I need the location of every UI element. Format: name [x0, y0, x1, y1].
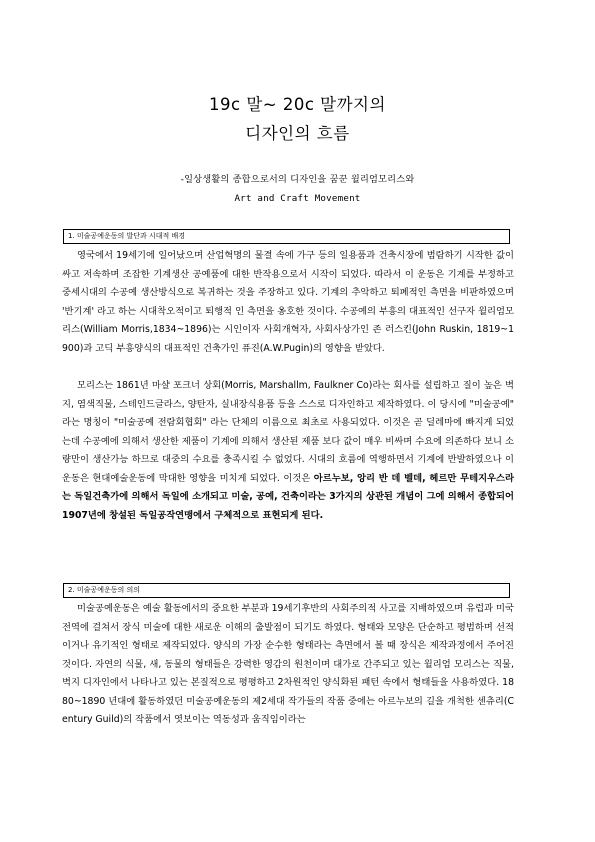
section1-paragraph-1: 영국에서 19세기에 일어났으며 산업혁명의 물결 속에 가구 등의 일용품과 건축시장에 범람하기 시작한 값이 싸고 저속하며 조잡한 기계생산 공예품에 대한 반작용으로서 시작이 되었다. 따라서 이 운동은 기계를 부정하고 중세시대의 수공예 생산방식으로 복귀하는 것을 주장하고 있다. 기계의 추악하고 퇴폐적인 측면을 비판하였으며 '반기계' 라고 하는 시대착오적이고 퇴행적 인 측면을 옹호한 것이다. 수공예의 부흥의 대표적인 선구자 윌리엄모리스(William Morris,1834~1896)는 시인이자 사회개혁자, 사회사상가인 존 러스킨(John Ruskin, 1819~1900)과 고딕 부흥양식의 대표적인 건축가인 퓨진(A.W.Pugin)의 영향을 받았다. — [62, 250, 514, 354]
document-title-line1: 19c 말~ 20c 말까지의 — [209, 95, 386, 114]
section1-paragraph-2-bold-text: 아르누보, 앙리 반 데 벨데, 헤르만 무테지우스라는 독일건축가에 의해서 독일에 소개되고 미술, 공예, 건축이라는 3가지의 상관된 개념이 그에 의해서 종합되어 1907년에 창설된 독일공작연맹에서 구체적으로 표현되게 된다. — [62, 472, 514, 521]
section1-paragraph-2-text: 모리스는 1861년 마샬 포크너 상회(Morris, Marshallm, Faulkner Co)라는 회사를 설립하고 질이 높은 벽지, 염색직물, 스테인드글라스, 양탄자, 실내장식용품 등을 스스로 디자인하고 제작하였다. 이 당시에 "미술공예" 라는 명칭이 "미술공예 전람회협회" 라는 단체의 이름으로 최초로 사용되었다. 이것은 곧 딜레마에 빠지게 되었는데 수공예에 의해서 생산한 제품이 기계에 의해서 생산된 제품 보다 값이 매우 비싸며 수요에 의존하다 보니 소량만이 생산가능 하므로 대중의 수요를 충족시킬 수 없었다. 시대의 흐름에 역행하면서 기계에 반발하였으나 이 운동은 현대예술운동에 막대한 영향을 미치게 되었다. 이것은 — [62, 380, 514, 484]
document-subtitle-english: Art and Craft Movement — [234, 193, 361, 204]
section2-paragraph-1: 미술공예운동은 예술 활동에서의 중요한 부분과 19세기후반의 사회주의적 사고를 지배하였으며 유럽과 미국전역에 걸쳐서 장식 미술에 대한 새로운 이해의 출발점이 되기도 하였다. 형태와 모양은 단순하고 평범하며 선적이거나 유기적인 형태로 제작되었다. 양식의 가장 순수한 형태라는 측면에서 볼 때 장식은 제작과정에서 주어진 것이다. 자연의 식물, 새, 동물의 형태들은 강력한 영감의 원천이며 대가로 간주되고 있는 윌리엄 모리스는 직물, 벽지 디자인에서 나타나고 있는 본질적으로 평평하고 2차원적인 양식화된 패턴 속에서 형태들을 사용하였다. 1880~1890 년대에 활동하였던 미술공예운동의 제2세대 작가들의 작품 중에는 아르누보의 길을 개척한 센츄리(Century Guild)의 작품에서 엿보이는 역동성과 움직임이라는 — [62, 603, 514, 725]
document-title-line2: 디자인의 흐름 — [245, 124, 350, 143]
section-heading-2: 2. 미술공예운동의 의의 — [63, 583, 510, 598]
section1-paragraph-2 — [62, 377, 514, 525]
section-heading-1: 1. 미술공예운동의 발단과 시대적 배경 — [63, 229, 510, 244]
document-subtitle: -일상생활의 종합으로서의 디자인을 꿈꾼 윌리엄모리스와 — [180, 174, 415, 185]
